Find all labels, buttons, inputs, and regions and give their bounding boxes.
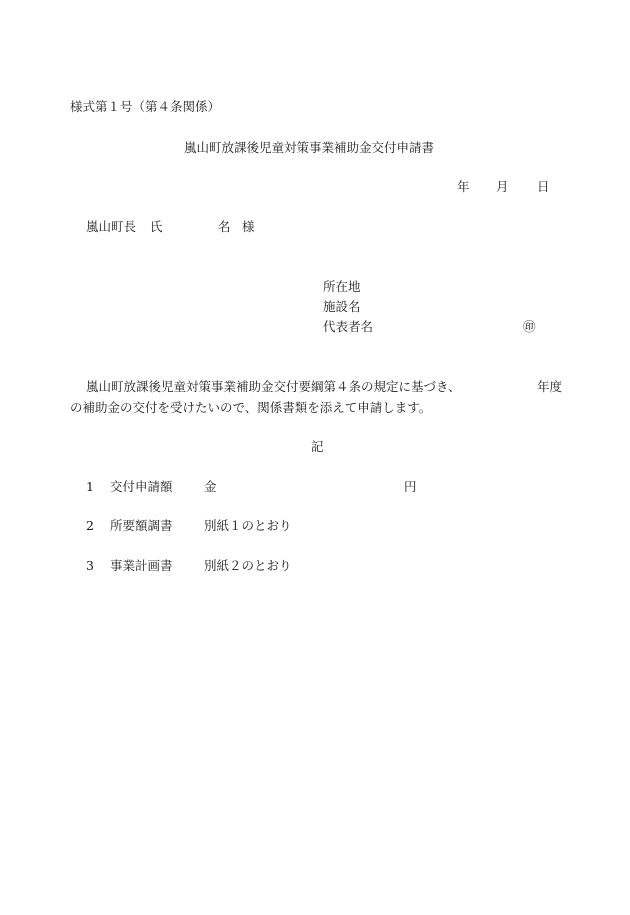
item-number: 3 [86,558,94,573]
ki-heading: 記 [311,439,324,454]
applicant-address-label: 所在地 [323,279,361,294]
addressee-honorific: 様 [242,219,255,234]
seal-mark: ㊞ [523,319,536,334]
item-number: 1 [86,479,94,494]
date-year-label: 年 [457,179,470,194]
item-value: 別紙１のとおり [204,518,292,533]
addressee-name-shi: 氏 [150,219,163,234]
addressee-mayor: 嵐山町長 [86,219,137,234]
form-number: 様式第１号（第４条関係） [70,99,221,114]
item-number: 2 [86,518,94,533]
date-month-label: 月 [496,179,509,194]
item-value: 別紙２のとおり [204,558,292,573]
item-label: 交付申請額 [110,479,173,494]
date-day-label: 日 [537,179,550,194]
item-value: 金 [204,479,217,494]
body-text-line2: の補助金の交付を受けたいので、関係書類を添えて申請します。 [70,400,432,415]
body-text-line1: 嵐山町放課後児童対策事業補助金交付要綱第４条の規定に基づき、 [86,379,461,394]
applicant-facility-label: 施設名 [323,299,361,314]
applicant-representative-label: 代表者名 [323,319,374,334]
addressee-name-mei: 名 [218,219,231,234]
item-label: 事業計画書 [110,558,173,573]
document-title: 嵐山町放課後児童対策事業補助金交付申請書 [184,140,435,155]
item-unit: 円 [404,479,417,494]
body-fiscal-year: 年度 [537,379,563,394]
item-label: 所要額調書 [110,518,173,533]
